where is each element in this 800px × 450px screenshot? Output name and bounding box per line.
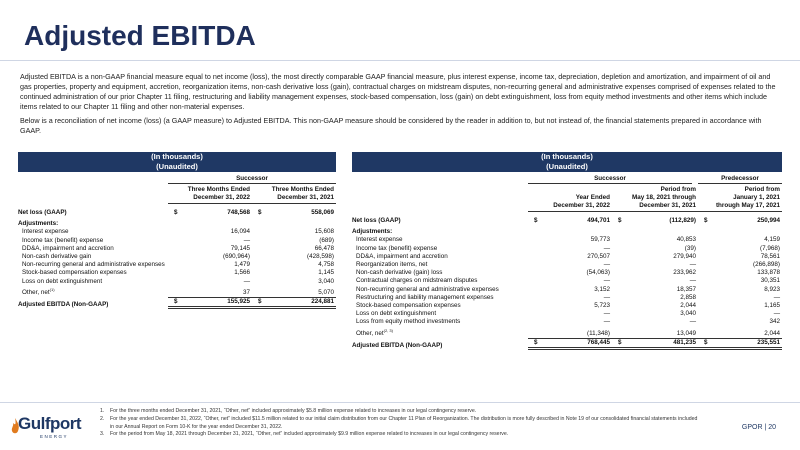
- intro-paragraph-1: Adjusted EBITDA is a non-GAAP financial measure equal to net income (loss), the most directly comparable GAAP financial measure, plus interest expense, income tax, depreciation, depletion and amortization, and impairment of oil and gas properties, property and equipment, accretion, reorganization items, non-cash derivative loss (gain), contractual charges on midstream disputes, non-recurring general and administrative expenses comprised of expenses related to the continued administration of our prior Chapter 11 filing, restructuring and liability management expenses, stock-based compensation, loss (gain) on debt extinguishment, loss from equity method investments and other items which include items related to our Chapter 11 filing and other non-material expenses.: [20, 72, 776, 111]
- table-row: [18, 269, 336, 277]
- row-value: (39): [684, 244, 696, 252]
- row-label: Stock-based compensation expenses: [22, 269, 127, 277]
- row-value: (54,063): [586, 269, 610, 277]
- row-value: —: [603, 244, 610, 252]
- row-value: 3,152: [594, 285, 610, 293]
- company-logo: [10, 410, 80, 444]
- logo-wordmark: Gulfport: [18, 414, 82, 433]
- table-header-audit: (Unaudited): [18, 162, 336, 172]
- row-value: 2,044: [680, 302, 696, 310]
- row-value: —: [243, 236, 250, 244]
- row-value: 18,357: [676, 285, 696, 293]
- footnote-text: For the year ended December 31, 2022, “Other, net” included $11.5 million related to our initial claim distribution from our Chapter 11 Plan of Reorganization. The distribution is more fully described in Note 19 of our consolidated financial statements included in our Annual Report on Form 10-K for the year ended December 31, 2022.: [110, 415, 698, 430]
- footnote-item: [100, 416, 700, 432]
- table-row-net-loss: Net loss (GAAP) $ 748,568 $ 558,069: [18, 209, 334, 216]
- footnote-number: 1.: [100, 408, 105, 414]
- footnote-text: For the three months ended December 31, 2021, “Other, net” included approximately $5.8 million expense related to increases in our legal contingency reserve.: [110, 408, 477, 414]
- row-label: Non-recurring general and administrative expenses: [356, 285, 499, 293]
- row-label: Reorganization items, net: [356, 261, 428, 269]
- table-row: [18, 245, 336, 253]
- quarterly-reconciliation-table: [18, 152, 336, 309]
- row-value: 5,070: [318, 288, 334, 296]
- adjustments-label: Adjustments:: [18, 220, 59, 228]
- table-row: [18, 278, 336, 286]
- group-successor: Successor: [528, 172, 692, 184]
- row-label: DD&A, impairment and accretion: [356, 252, 448, 260]
- table-row: [352, 261, 782, 269]
- footnote-item: [100, 408, 700, 416]
- row-value: —: [603, 277, 610, 285]
- row-value: 13,049: [676, 329, 696, 337]
- row-value: —: [603, 318, 610, 326]
- table-row: [352, 269, 782, 277]
- row-value: 4,758: [318, 261, 334, 269]
- footnote-ref: (2, 3): [383, 327, 393, 333]
- row-value: (7,968): [760, 244, 780, 252]
- row-label: Loss from equity method investments: [356, 318, 461, 326]
- row-value: 15,608: [314, 228, 334, 236]
- row-value: 233,962: [673, 269, 696, 277]
- group-predecessor: Predecessor: [698, 172, 782, 184]
- row-label: Income tax (benefit) expense: [22, 236, 104, 244]
- row-value: (428,598): [307, 253, 334, 261]
- row-value: 8,923: [764, 285, 780, 293]
- row-label: Interest expense: [356, 236, 403, 244]
- table-row: [18, 261, 336, 269]
- row-label: Non-cash derivative gain: [22, 253, 92, 261]
- table-row: [352, 310, 782, 318]
- row-value: (690,964): [223, 253, 250, 261]
- table-row: [18, 237, 336, 245]
- row-label: Interest expense: [22, 228, 69, 236]
- row-label: DD&A, impairment and accretion: [22, 244, 114, 252]
- row-label: Contractual charges on midstream disputes: [356, 277, 478, 285]
- row-value: 1,566: [234, 269, 250, 277]
- row-value: 1,479: [234, 261, 250, 269]
- row-value: 133,878: [757, 269, 780, 277]
- footer-divider: [0, 402, 800, 403]
- table-row: [352, 286, 782, 294]
- row-value: 3,040: [318, 277, 334, 285]
- logo-subtitle: ENERGY: [40, 434, 69, 439]
- row-value: —: [603, 293, 610, 301]
- table-row-net-loss: Net loss (GAAP) $ 494,701 $ (112,829) $ 250,994: [352, 217, 780, 224]
- table-row: [352, 236, 782, 244]
- row-label: Loss on debt extinguishment: [22, 277, 103, 285]
- row-value: 16,094: [230, 228, 250, 236]
- column-header: Three Months Ended December 31, 2021: [252, 184, 336, 204]
- annual-reconciliation-table: [352, 152, 782, 350]
- row-value: (11,348): [587, 329, 610, 337]
- column-header: Year Ended December 31, 2022: [528, 184, 612, 212]
- row-value: 40,853: [676, 236, 696, 244]
- row-value: (266,898): [753, 261, 780, 269]
- table-row: [352, 253, 782, 261]
- column-header: Period from May 18, 2021 through December 31, 2021: [612, 184, 698, 212]
- row-label: Income tax (benefit) expense: [356, 244, 438, 252]
- row-value: (689): [319, 236, 334, 244]
- row-label: Other, net$^{(2, 3)}$: [356, 327, 393, 337]
- row-value: 5,723: [594, 302, 610, 310]
- footnotes: [100, 408, 700, 439]
- row-value: —: [689, 277, 696, 285]
- table-row: [18, 253, 336, 261]
- table-row: [352, 245, 782, 253]
- table-row-total: Adjusted EBITDA (Non-GAAP) $ 768,445 $ 481,235 $ 235,551: [352, 338, 780, 349]
- intro-paragraph-2: Below is a reconciliation of net income (loss) (a GAAP measure) to Adjusted EBITDA. This non-GAAP measure should be considered by the reader in addition to, but not instead of, the financial statements prepared in accordance with GAAP.: [20, 115, 762, 135]
- row-value: 3,040: [680, 310, 696, 318]
- row-label: Other, net$^{(1)}$: [22, 286, 55, 296]
- row-value: 78,561: [760, 252, 780, 260]
- footnote-text: For the period from May 18, 2021 through December 31, 2021, “Other, net” included approximately $9.9 million expense related to increases in our legal contingency reserve.: [110, 431, 509, 438]
- table-header-units: (In thousands): [18, 152, 336, 162]
- table-row: [352, 318, 782, 326]
- column-header: Three Months Ended December 31, 2022: [168, 184, 252, 204]
- column-header: Period from January 1, 2021 through May 17, 2021: [698, 184, 782, 212]
- row-value: —: [243, 277, 250, 285]
- row-value: —: [603, 310, 610, 318]
- row-value: —: [773, 310, 780, 318]
- title-divider: [0, 60, 800, 61]
- row-value: 2,044: [764, 329, 780, 337]
- footnote-item: [100, 431, 700, 439]
- row-value: 1,145: [318, 269, 334, 277]
- row-value: —: [689, 318, 696, 326]
- row-value: 59,773: [590, 236, 610, 244]
- row-value: —: [603, 261, 610, 269]
- row-label: Loss on debt extinguishment: [356, 310, 437, 318]
- group-successor: Successor: [168, 172, 336, 184]
- row-value: 79,145: [230, 244, 250, 252]
- row-label: Non-recurring general and administrative expenses: [22, 261, 165, 269]
- intro-text: [20, 72, 780, 140]
- table-row: [352, 277, 782, 285]
- row-value: 4,159: [764, 236, 780, 244]
- row-value: 1,165: [764, 302, 780, 310]
- table-row: [352, 327, 782, 338]
- row-label: Stock-based compensation expenses: [356, 302, 461, 310]
- row-value: 270,507: [587, 252, 610, 260]
- table-row-total: Adjusted EBITDA (Non-GAAP) $ 155,925 $ 224,881: [18, 298, 334, 309]
- row-value: 279,940: [673, 252, 696, 260]
- row-label: Non-cash derivative (gain) loss: [356, 269, 443, 277]
- row-value: 342: [769, 318, 780, 326]
- table-row: [18, 286, 336, 297]
- footnote-ref: (1): [49, 286, 55, 292]
- row-value: 2,858: [680, 293, 696, 301]
- row-value: 66,478: [314, 244, 334, 252]
- row-value: —: [773, 293, 780, 301]
- table-header-audit: (Unaudited): [352, 162, 782, 172]
- page-title: Adjusted EBITDA: [24, 20, 256, 51]
- page-number: GPOR | 20: [741, 424, 776, 431]
- adjustments-label: Adjustments:: [352, 228, 393, 236]
- table-header-units: (In thousands): [352, 152, 782, 162]
- table-row: [352, 302, 782, 310]
- row-value: 30,351: [760, 277, 780, 285]
- row-value: 37: [242, 288, 250, 296]
- table-row: [352, 294, 782, 302]
- row-value: —: [689, 261, 696, 269]
- row-label: Restructuring and liability management expenses: [356, 293, 494, 301]
- footnote-number: 2.: [100, 415, 105, 422]
- table-row: [18, 228, 336, 236]
- footnote-number: 3.: [100, 431, 105, 438]
